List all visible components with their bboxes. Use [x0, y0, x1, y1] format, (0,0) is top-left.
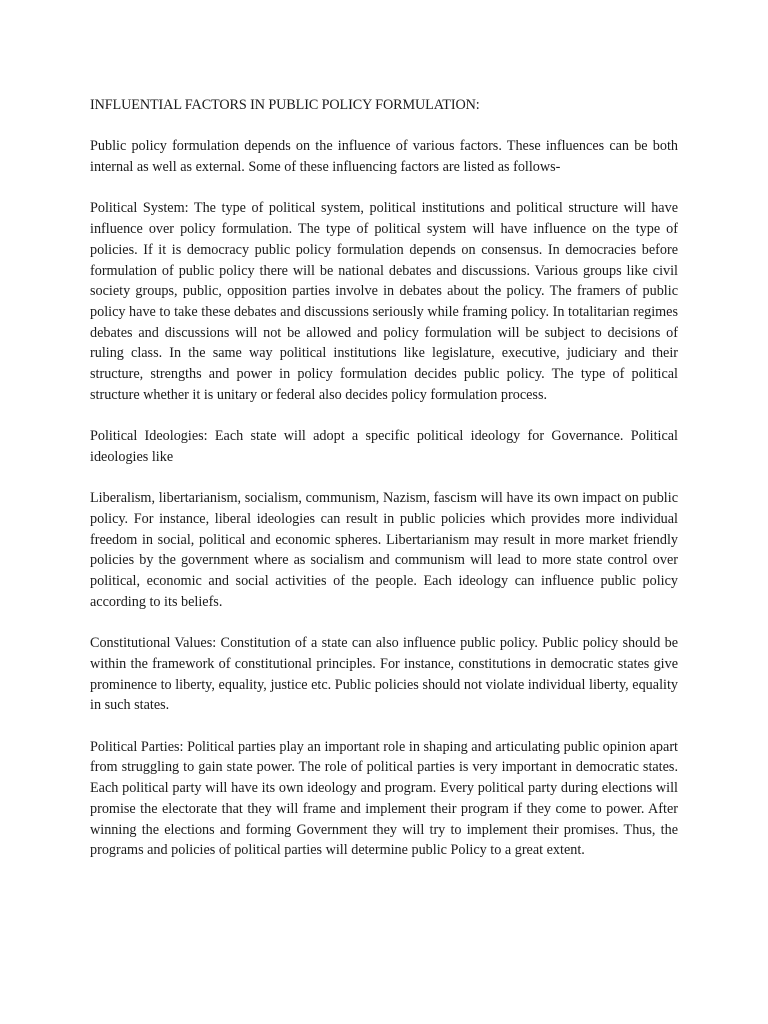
- document-page: [90, 95, 678, 882]
- ideologies-list-paragraph: Liberalism, libertarianism, socialism, communism, Nazism, fascism will have its own impact on public policy. For instance, liberal ideologies can result in public policies which provides more individual freedom in social, political and economic spheres. Libertarianism may result in more market friendly policies by the government where as socialism and communism will lead to more state control over political, economic and social activities of the people. Each ideology can influence public policy according to its beliefs.: [90, 490, 678, 610]
- political-ideologies-paragraph: Political Ideologies: Each state will adopt a specific political ideology for Governance. Political ideologies like: [90, 428, 678, 465]
- intro-paragraph: Public policy formulation depends on the influence of various factors. These influences can be both internal as well as external. Some of these influencing factors are listed as follows-: [90, 138, 678, 176]
- page-title: INFLUENTIAL FACTORS IN PUBLIC POLICY FORMULATION:: [90, 97, 480, 113]
- political-parties-paragraph: Political Parties: Political parties play an important role in shaping and articulating public opinion apart from struggling to gain state power. The role of political parties is very important in democratic states. Each political party will have its own ideology and program. Every political party during elections will promise the electorate that they will frame and implement their program if they come to power. After winning the elections and forming Government they will try to implement their promises. Thus, the programs and policies of political parties will determine public Policy to a great extent.: [90, 738, 678, 859]
- constitutional-values-paragraph: Constitutional Values: Constitution of a state can also influence public policy. Public policy should be within the framework of constitutional principles. For instance, constitutions in democratic states give prominence to liberty, equality, justice etc. Public policies should not violate individual liberty, equality in such states.: [90, 635, 678, 714]
- political-system-paragraph: Political System: The type of political system, political institutions and political structure will have influence over policy formulation. The type of political system will have influence on the type of policies. If it is democracy public policy formulation depends on consensus. In democracies before formulation of public policy there will be national debates and discussions. Various groups like civil society groups, public, opposition parties involve in debates about the policy. The framers of public policy have to take these debates and discussions seriously while framing policy. In totalitarian regimes debates and discussions will not be allowed and policy formulation will be subject to decisions of ruling class. In the same way political institutions like legislature, executive, judiciary and their structure, strengths and power in policy formulation decides public policy. The type of political structure whether it is unitary or federal also decides policy formulation process.: [90, 200, 678, 403]
